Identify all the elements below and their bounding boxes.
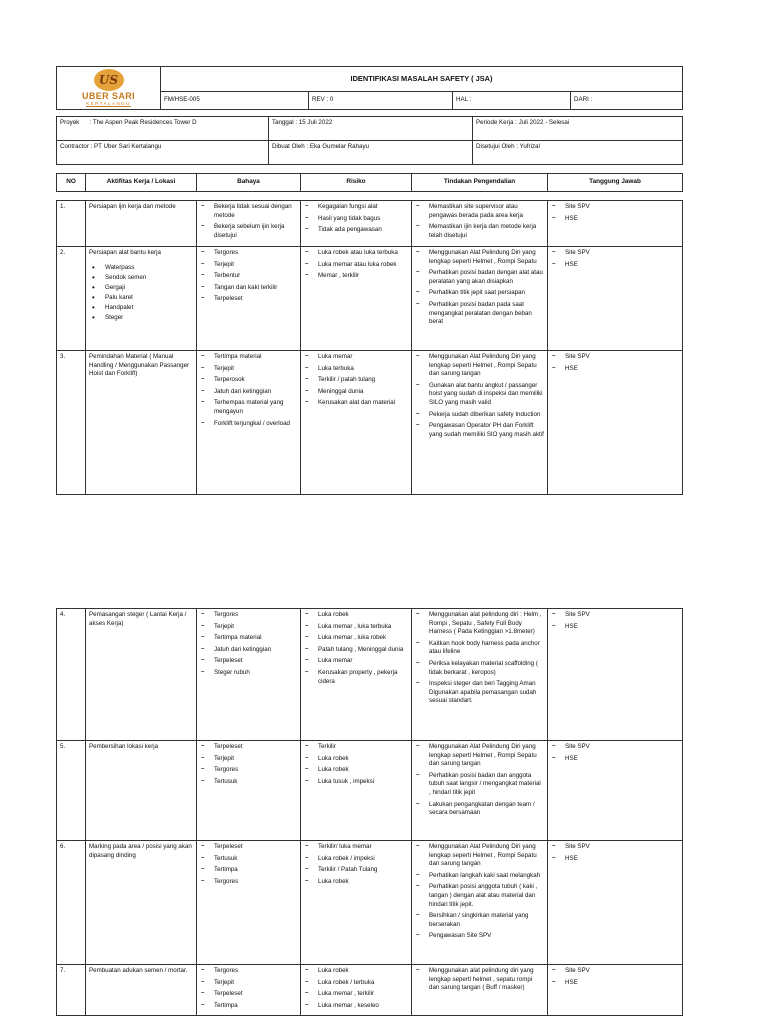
responsible-list (551, 967, 679, 987)
hazard-item: – Tergores (200, 766, 297, 775)
row-number: 2. (57, 247, 86, 351)
hazard-list (200, 203, 297, 240)
col-hazard: Bahaya (197, 174, 301, 192)
risk-item: – Luka robek / terbuka (304, 979, 408, 988)
company-logo (57, 67, 161, 110)
hazard-item: – Terbentur (200, 272, 297, 281)
risk-item: – Luka robek (304, 611, 408, 620)
row-hazard (197, 201, 301, 247)
jsa-header-table (56, 66, 683, 110)
row-control (412, 841, 548, 965)
responsible-item: – Site SPV (551, 203, 679, 212)
responsible-item: – Site SPV (551, 353, 679, 362)
hazard-item: – Tangan dan kaki terkilir (200, 284, 297, 293)
responsible-item: – Site SPV (551, 843, 679, 852)
control-item: – Lakukan pengangkatan dengan team / secara bersamaan (415, 801, 544, 818)
risk-item: – Luka robek (304, 967, 408, 976)
row-activity (86, 841, 197, 965)
activity-text: Marking pada area / posisi yang akan dipasang dinding (89, 843, 192, 859)
hazard-item: – Terjepit (200, 755, 297, 764)
hazard-item: – Tertimpa material (200, 353, 297, 362)
risk-item: – Kerusakan alat dan material (304, 399, 408, 408)
row-activity (86, 741, 197, 841)
row-activity (86, 247, 197, 351)
responsible-list (551, 203, 679, 223)
row-risk (301, 247, 412, 351)
control-item: – Memastikan ijin kerja dan metode kerja telah disetujui (415, 223, 544, 240)
risk-item: – Luka robek (304, 766, 408, 775)
hazard-item: – Terjepit (200, 623, 297, 632)
hazard-item: – Terpeleset (200, 743, 297, 752)
responsible-item: – HSE (551, 979, 679, 988)
responsible-list (551, 249, 679, 269)
control-item: – Gunakan alat bantu angkut / passanger hoist yang sudah di inspeksi dan memiliki SILO yang masih valid (415, 382, 544, 408)
risk-item: – Luka robek (304, 878, 408, 887)
hazard-item: – Steger rubuh (200, 669, 297, 678)
project-date: Tanggal : 15 Juli 2022 (269, 117, 473, 141)
logo-emblem: US (94, 69, 124, 91)
risk-item: – Luka robek (304, 755, 408, 764)
risk-item: – Terkilir / Patah Tulang (304, 866, 408, 875)
control-list (415, 353, 544, 439)
risk-item: – Terkilir / patah tulang (304, 376, 408, 385)
risk-item: – Luka memar , luka robek (304, 634, 408, 643)
hazard-list (200, 843, 297, 886)
control-item: – Perhatikan posisi badan pada saat mengangkat peralatan dengan beban berat (415, 301, 544, 327)
risk-item: – Terkilir (304, 743, 408, 752)
row-activity (86, 201, 197, 247)
risk-item: – Luka memar , luka terbuka (304, 623, 408, 632)
activity-text: Pemindahan Material ( Manual Handling / Menggunakan Passanger Hoist dan Forklift) (89, 353, 190, 378)
tool-item: • Waterpass (89, 264, 193, 273)
risk-item: – Luka memar atau luka robek (304, 261, 408, 270)
row-control (412, 351, 548, 495)
revision: REV : 0 (309, 92, 453, 110)
row-responsible (548, 841, 683, 965)
row-risk (301, 351, 412, 495)
row-number: 3. (57, 351, 86, 495)
control-item: – Menggunakan alat pelindung diri yang lengkap seperti helmet , sepatu rompi dan sarung tangan ( Buff / masker) (415, 967, 544, 993)
hazard-item: – Terpeleset (200, 657, 297, 666)
hazard-item: – Terpeleset (200, 295, 297, 304)
activity-text: Pembersihan lokasi kerja (89, 743, 159, 750)
row-hazard (197, 247, 301, 351)
responsible-item: – HSE (551, 215, 679, 224)
control-item: – Memastikan site supervisor atau pengawas berada pada area kerja (415, 203, 544, 220)
responsible-item: – HSE (551, 855, 679, 864)
responsible-item: – HSE (551, 755, 679, 764)
responsible-list (551, 611, 679, 631)
table-row (57, 247, 683, 351)
control-item: – Pengawasan Site SPV (415, 932, 544, 941)
control-list (415, 843, 544, 941)
responsible-item: – HSE (551, 623, 679, 632)
control-item: – Menggunakan Alat Pelindung Diri yang lengkap seperti Helmet , Rompi Sepatu dan sarung tangan (415, 353, 544, 379)
hazard-item: – Jatuh dari ketinggian (200, 646, 297, 655)
prepared-by: Dibuat Oleh : Eka Gumelar Rahayu (269, 141, 473, 165)
risk-list (304, 611, 408, 686)
row-responsible (548, 201, 683, 247)
hazard-item: – Terjepit (200, 261, 297, 270)
hazard-item: – Tergores (200, 249, 297, 258)
row-risk (301, 841, 412, 965)
risk-item: – Luka terbuka (304, 365, 408, 374)
table-row (57, 351, 683, 495)
row-control (412, 965, 548, 1016)
row-number: 7. (57, 965, 86, 1016)
risk-item: – Kegagalan fungsi alat (304, 203, 408, 212)
row-number: 6. (57, 841, 86, 965)
col-risk: Risiko (301, 174, 412, 192)
hazard-item: – Terjepit (200, 979, 297, 988)
row-responsible (548, 247, 683, 351)
responsible-item: – Site SPV (551, 967, 679, 976)
table-row (57, 609, 683, 741)
risk-list (304, 843, 408, 886)
hazard-list (200, 743, 297, 786)
row-control (412, 201, 548, 247)
hazard-list (200, 967, 297, 1010)
control-list (415, 967, 544, 993)
col-activity: Aktifitas Kerja / Lokasi (86, 174, 197, 192)
hazard-list (200, 611, 297, 678)
control-item: – Pekerja sudah diberikan safety Induction (415, 411, 544, 420)
control-list (415, 203, 544, 240)
jsa-table-page-2 (56, 608, 683, 1016)
row-hazard (197, 741, 301, 841)
risk-item: – Meninggal dunia (304, 388, 408, 397)
tool-list (89, 264, 193, 323)
risk-item: – Luka robek atau luka terbuka (304, 249, 408, 258)
hazard-item: – Terjepit (200, 365, 297, 374)
row-hazard (197, 841, 301, 965)
row-responsible (548, 741, 683, 841)
row-hazard (197, 965, 301, 1016)
table-row (57, 965, 683, 1016)
control-item: – Menggunakan Alat Pelindung Diri yang lengkap seperti Helmet , Rompi Sepatu dan sarung tangan (415, 843, 544, 869)
jsa-page-1 (56, 66, 682, 495)
project-info-table (56, 116, 683, 165)
tool-item: • Handpalet (89, 304, 193, 313)
row-risk (301, 201, 412, 247)
hazard-list (200, 353, 297, 428)
control-item: – Menggunakan alat pelindung diri : Helm , Rompi , Sepatu , Safety Full Body Harness ( Pada Ketinggian >1.8meter) (415, 611, 544, 637)
control-list (415, 611, 544, 706)
hazard-item: – Tertimpa material (200, 634, 297, 643)
col-no: NO (57, 174, 86, 192)
hazard-item: – Terpeleset (200, 843, 297, 852)
row-activity (86, 351, 197, 495)
row-risk (301, 965, 412, 1016)
jsa-page-2 (56, 608, 682, 1016)
control-item: – Pengawasan Operator PH dan Forklift yang sudah memiliki SIO yang masih aktif (415, 422, 544, 439)
activity-text: Persiapan alat bantu kerja (89, 249, 161, 256)
hazard-item: – Tertusuk (200, 855, 297, 864)
activity-text: Pemasangan steger ( Lantai Kerja / akses Kerja) (89, 611, 187, 627)
tool-item: • Sendok semen (89, 274, 193, 283)
control-item: – Perhatikan titik jepit saat persiapan (415, 289, 544, 298)
row-activity (86, 965, 197, 1016)
logo-company-sub: KERTALANGU (86, 101, 131, 106)
contractor: Contractor : PT Uber Sari Kertalangu (57, 141, 269, 165)
responsible-item: – HSE (551, 261, 679, 270)
row-responsible (548, 351, 683, 495)
hazard-list (200, 249, 297, 304)
control-item: – Menggunakan Alat Pelindung Diri yang lengkap seperti Helmet , Rompi Sepatu dan sarung tangan (415, 743, 544, 769)
hazard-item: – Terhempas material yang mengayun (200, 399, 297, 416)
hazard-item: – Jatuh dari ketinggian (200, 388, 297, 397)
row-responsible (548, 965, 683, 1016)
control-item: – Inspeksi steger dan beri Tagging Aman Digunakan apabila pemasangan sudah sesuai standart. (415, 680, 544, 706)
row-number: 1. (57, 201, 86, 247)
row-risk (301, 741, 412, 841)
risk-list (304, 353, 408, 408)
row-activity (86, 609, 197, 741)
risk-item: – Terkilir/ luka memar (304, 843, 408, 852)
responsible-item: – HSE (551, 365, 679, 374)
control-item: – Perhatikan langkah kaki saat melangkah (415, 872, 544, 881)
row-control (412, 609, 548, 741)
control-item: – Perhatikan posisi badan dan anggota tubuh saat langsir / mengangkat material , hindari titik jepit (415, 772, 544, 798)
risk-item: – Luka memar (304, 353, 408, 362)
control-item: – Periksa kelayakan material scaffolding ( tidak berkarat , keropos) (415, 660, 544, 677)
control-item: – Perhatikan posisi badan dengan alat atau peralatan yang akan disiapkan (415, 269, 544, 286)
hazard-item: – Tertusuk (200, 778, 297, 787)
responsible-item: – Site SPV (551, 611, 679, 620)
risk-list (304, 743, 408, 786)
risk-item: – Luka memar , terkilir (304, 990, 408, 999)
control-list (415, 743, 544, 818)
control-list (415, 249, 544, 327)
table-row (57, 201, 683, 247)
responsible-list (551, 743, 679, 763)
responsible-list (551, 843, 679, 863)
tool-item: • Steger (89, 314, 193, 323)
risk-list (304, 249, 408, 281)
risk-item: – Luka tusuk , impeksi (304, 778, 408, 787)
col-responsible: Tanggung Jawab (548, 174, 683, 192)
risk-item: – Tidak ada pengawasan (304, 226, 408, 235)
hazard-item: – Tergores (200, 611, 297, 620)
doc-code: FM/HSE-005 (161, 92, 309, 110)
risk-item: – Memar , terkilir (304, 272, 408, 281)
page-number: HAL : (453, 92, 571, 110)
responsible-item: – Site SPV (551, 249, 679, 258)
row-control (412, 247, 548, 351)
project-name: Proyek : The Aspen Peak Residences Tower D (57, 117, 269, 141)
responsible-list (551, 353, 679, 373)
work-period: Periode Kerja : Juli 2022 - Selesai (473, 117, 683, 141)
col-control: Tindakan Pengendalian (412, 174, 548, 192)
hazard-item: – Bekerja sebelum ijin kerja disetujui (200, 223, 297, 240)
row-risk (301, 609, 412, 741)
risk-item: – Hasil yang tidak bagus (304, 215, 408, 224)
tool-item: • Gergaji (89, 284, 193, 293)
hazard-item: – Tertimpa (200, 866, 297, 875)
risk-item: – Luka memar (304, 657, 408, 666)
tool-item: • Palu karet (89, 294, 193, 303)
activity-text: Pembuatan adukan semen / mortar. (89, 967, 188, 974)
risk-item: – Patah tulang , Meninggal dunia (304, 646, 408, 655)
hazard-item: – Tertimpa (200, 1002, 297, 1011)
table-row (57, 841, 683, 965)
hazard-item: – Terperosok (200, 376, 297, 385)
control-item: – Menggunakan Alat Pelindung Diri yang lengkap seperti Helmet , Rompi Sepatu (415, 249, 544, 266)
hazard-item: – Tergores (200, 878, 297, 887)
responsible-item: – Site SPV (551, 743, 679, 752)
approved-by: Disetujui Oleh : Yufrizal (473, 141, 683, 165)
risk-list (304, 967, 408, 1010)
row-hazard (197, 609, 301, 741)
row-hazard (197, 351, 301, 495)
hazard-item: – Terpeleset (200, 990, 297, 999)
document-title: IDENTIFIKASI MASALAH SAFETY ( JSA) (161, 67, 683, 92)
control-item: – Perhatikan posisi anggota tubuh ( kaki , tangan ) dengan alat atau material dan hindari titik jepit. (415, 883, 544, 909)
row-number: 5. (57, 741, 86, 841)
row-responsible (548, 609, 683, 741)
risk-item: – Luka robek / impeksi (304, 855, 408, 864)
jsa-table-page-1 (56, 200, 683, 495)
control-item: – Kaitkan hook body harness pada anchor atau lifeline (415, 640, 544, 657)
hazard-item: – Forklift terjungkal / overload (200, 420, 297, 429)
risk-item: – Kerusakan property , pekerja cidera (304, 669, 408, 686)
hazard-item: – Bekerja tidak sesuai dengan metode (200, 203, 297, 220)
page-total: DARI : (571, 92, 683, 110)
row-control (412, 741, 548, 841)
risk-item: – Luka memar , keseleo (304, 1002, 408, 1011)
row-number: 4. (57, 609, 86, 741)
activity-text: Persiapan ijin kerja dan metode (89, 203, 176, 210)
logo-company-name: UBER SARI (81, 91, 136, 101)
hazard-item: – Tergores (200, 967, 297, 976)
risk-list (304, 203, 408, 235)
jsa-column-header (56, 173, 683, 192)
control-item: – Bersihkan / singkirkan material yang berserakan (415, 912, 544, 929)
table-row (57, 741, 683, 841)
